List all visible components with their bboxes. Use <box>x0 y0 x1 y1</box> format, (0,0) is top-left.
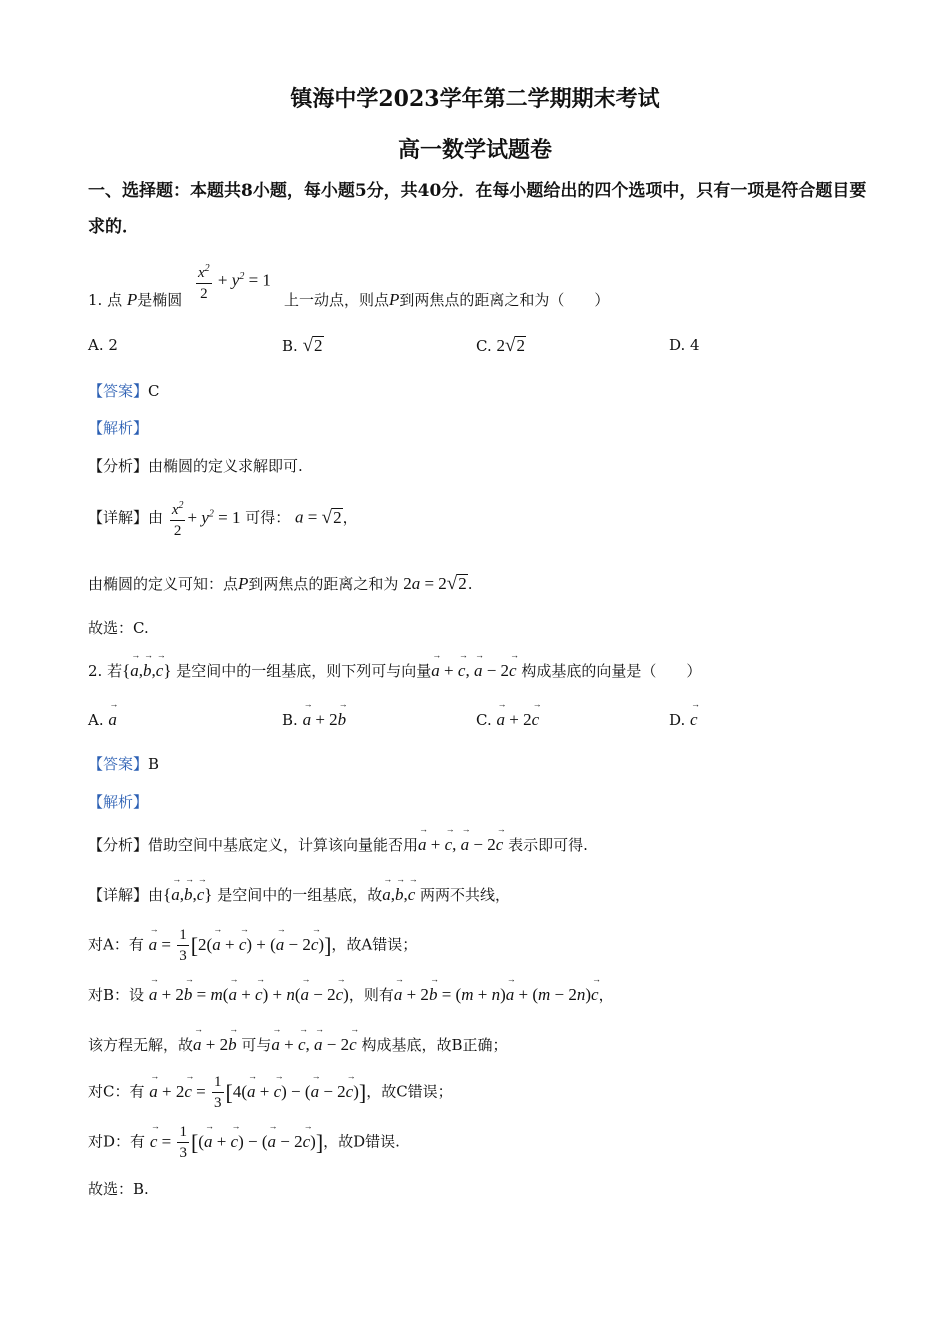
q1-conclusion: 故选：C. <box>88 619 149 637</box>
q1-stem <box>88 289 182 310</box>
q2-option-c: C. → a + 2→ c <box>476 710 539 730</box>
q2-line-b: 对B：设 → a + 2→ b = m(→ a + → c) + n(→ a − 2→ c)，则有→ a + 2→ b = (m + n)→ a + (m − 2n)→ c， <box>88 984 614 1005</box>
q2-option-d: D. → c <box>669 710 698 730</box>
q1-stem-rest <box>284 289 609 310</box>
q1-fenxi: 【分析】由椭圆的定义求解即可. <box>88 457 303 475</box>
q2-analysis-tag: 【解析】 <box>88 793 149 811</box>
q1-var-p2: P <box>389 290 400 309</box>
sqrt2-expr: √ 2 <box>505 335 525 356</box>
q2-option-a: A. → a <box>88 710 117 730</box>
q1-stem-b: 是椭圆 <box>137 291 183 309</box>
q1-definition-line: 由椭圆的定义可知：点P到两焦点的距离之和为 2a = 2 √ 2 . <box>88 573 473 594</box>
q1-ellipse-equation: $\frac{x^2}{2}$ + $y^2 = 1$ <box>194 259 271 304</box>
section-heading: 一、选择题：本题共8小题，每小题5分，共40分．在每小题给出的四个选项中，只有一项是符合题目要求的． <box>88 181 867 237</box>
q1-analysis-tag: 【解析】 <box>88 419 149 437</box>
q1-option-b: B. √ 2 <box>282 335 323 356</box>
q1-stem-c: 上一动点，则点 <box>284 291 390 309</box>
paper-subtitle: 高一数学试题卷 <box>397 137 552 163</box>
q2-detail: 【详解】由{→ a,→ b,→ c} 是空间中的一组基底，故→ a,→ b,→ c 两两不共线， <box>88 884 510 905</box>
q2-line-d: 对D：有 → c = $\frac{1}{3}$ [(→ a + → c) − (→ a − 2→ c)]，故D错误. <box>88 1122 400 1163</box>
q2-stem: 2. 若{→ a,→ b,→ c} 是空间中的一组基底，则下列可与向量→ a + → c, → a − 2→ c 构成基底的向量是（ ） <box>88 660 701 681</box>
q1-stem-d: 到两焦点的距离之和为（ ） <box>399 291 610 309</box>
q1-var-p: P <box>126 290 138 309</box>
q1-detail: 【详解】由 $\frac{x^2}{2}$ + $y^2 = 1$ 可得： a = √ 2 ， <box>88 496 358 541</box>
q1-stem-a: 点 <box>107 291 123 309</box>
exam-title: 镇海中学2023学年第二学期期末考试 <box>290 86 660 112</box>
q2-conclusion: 故选：B. <box>88 1180 149 1198</box>
q2-fenxi: 【分析】借助空间中基底定义，计算该向量能否用→ a + → c, → a − 2→ c 表示即可得. <box>88 834 588 855</box>
q1-answer: 【答案】C <box>88 382 160 400</box>
q1-option-a: A. 2 <box>88 336 118 354</box>
q2-answer: 【答案】B <box>88 755 160 773</box>
q2-line-a: 对A：有 → a = $\frac{1}{3}$ [2(→ a + → c) + (→ a − 2→ c)]，故A错误； <box>88 925 417 966</box>
q2-line-c: 对C：有 → a + 2→ c = $\frac{1}{3}$ [4(→ a + → c) − (→ a − 2→ c)]，故C错误； <box>88 1072 453 1113</box>
q2-option-b: B. → a + 2→ b <box>282 710 346 730</box>
q2-line-b2: 该方程无解，故→ a + 2→ b 可与→ a + → c, → a − 2→ c 构成基底，故B正确； <box>88 1034 508 1055</box>
q1-option-c: C. 2 √ 2 <box>476 335 525 356</box>
q1-number: 1. <box>88 291 103 309</box>
q1-option-d: D. 4 <box>669 336 700 354</box>
sqrt2-expr: √ 2 <box>302 335 323 356</box>
